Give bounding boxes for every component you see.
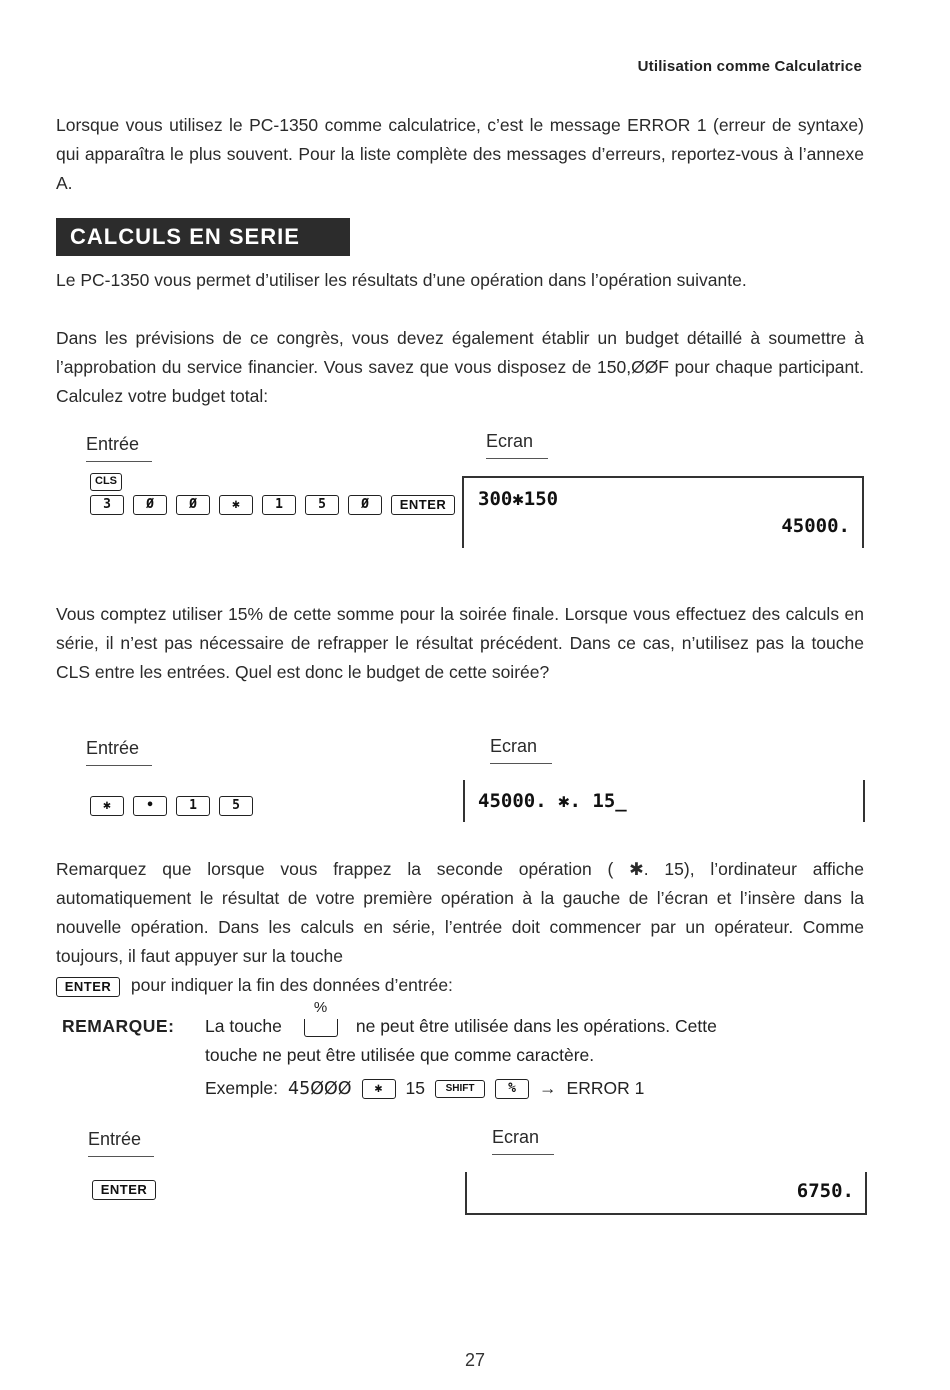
paragraph-1: Le PC-1350 vous permet d’utiliser les résultats d’une opération dans l’opération suivante. (56, 270, 747, 290)
multiply-key: ✱ (362, 1079, 396, 1099)
paragraph-2: Dans les prévisions de ce congrès, vous devez également établir un budget détaillé à soumettre à l’approbation du service financier. Vous savez que vous disposez de 150,ØØF pour chaque participant. Calculez votre budget total: (56, 328, 864, 406)
screen-heading: Ecran (486, 431, 548, 459)
percent-symbol: % (313, 999, 328, 1016)
remark-label: REMARQUE: (62, 1016, 175, 1036)
enter-key: ENTER (92, 1180, 156, 1200)
remark-text-2: ne peut être utilisée dans les opérations. Cette (355, 1016, 717, 1036)
paragraph-4-end: pour indiquer la fin des données d’entrée: (130, 975, 453, 995)
percent-key (304, 999, 338, 1037)
display-right-border (862, 476, 864, 548)
display-left-border (463, 780, 465, 822)
section-title: CALCULS EN SERIE (56, 218, 350, 256)
display-bottom-border (465, 1213, 867, 1215)
remark-text-1: La touche (205, 1016, 282, 1036)
intro-paragraph: Lorsque vous utilisez le PC-1350 comme calculatrice, c’est le message ERROR 1 (erreur de syntaxe) qui apparaîtra le plus souvent. Pour la liste complète des messages d’erreurs, reportez-vous à l’annexe A. (56, 115, 864, 193)
paragraph-4 (56, 855, 864, 1000)
paragraph-3: Vous comptez utiliser 15% de cette somme pour la soirée finale. Lorsque vous effectuez des calculs en série, il n’est pas nécessaire de refrapper le résultat précédent. Dans ce cas, n’utilisez pas la touche CLS entre les entrées. Quel est donc le budget de cette soirée? (56, 604, 864, 682)
keypad-key: 5 (305, 495, 339, 515)
remark-example-result: ERROR 1 (566, 1078, 645, 1098)
display-right-border (863, 780, 865, 822)
running-header: Utilisation comme Calculatrice (637, 58, 862, 75)
display-top-border (462, 476, 864, 478)
keypad-key: 5 (219, 796, 253, 816)
keypad-key: ✱ (219, 495, 253, 515)
remark-line-2: touche ne peut être utilisée que comme caractère. (205, 1045, 595, 1065)
display-line-2: 45000. (781, 515, 850, 537)
arrow-icon: → (539, 1078, 557, 1098)
enter-key: ENTER (56, 977, 120, 997)
display-line-1: 45000. ✱. 15_ (478, 790, 627, 812)
display-left-border (462, 476, 464, 548)
keypad-key: 1 (262, 495, 296, 515)
keypad-key: 3 (90, 495, 124, 515)
cls-key: CLS (90, 473, 122, 491)
enter-key: ENTER (391, 495, 455, 515)
page-number: 27 (464, 1350, 486, 1370)
example1-key-sequence (90, 495, 455, 515)
keypad-key: Ø (133, 495, 167, 515)
keypad-key: Ø (348, 495, 382, 515)
keypad-key: Ø (176, 495, 210, 515)
paragraph-4-text: Remarquez que lorsque vous frappez la seconde opération ( ✱. 15), l’ordinateur affiche automatiquement le résultat de votre première opération à la gauche de l’écran et l’insère dans la nouvelle opération. Dans les calculs en série, l’entrée doit commencer par un opérateur. Comme toujours, il faut appuyer sur la touche (56, 859, 864, 966)
entry-heading: Entrée (86, 434, 152, 462)
remark-example-number: 45ØØØ (287, 1078, 352, 1099)
remark-example-value: 15 (405, 1078, 426, 1098)
keypad-key: 1 (176, 796, 210, 816)
keypad-key: • (133, 796, 167, 816)
display-line-1: 300✱150 (478, 488, 559, 510)
entry-heading: Entrée (86, 738, 152, 766)
display-line-2: 6750. (796, 1180, 854, 1202)
remark-example-label: Exemple: (205, 1078, 278, 1098)
display-left-border (465, 1172, 467, 1214)
remark-line-1 (205, 999, 865, 1037)
display-right-border (865, 1172, 867, 1214)
example1-keys (90, 471, 455, 515)
remark-example (205, 1078, 644, 1099)
screen-heading: Ecran (492, 1127, 554, 1155)
screen-heading: Ecran (490, 736, 552, 764)
example2-key-sequence (90, 796, 253, 816)
keypad-key: ✱ (90, 796, 124, 816)
example3-keys (92, 1180, 156, 1200)
entry-heading: Entrée (88, 1129, 154, 1157)
shift-key: SHIFT (435, 1080, 485, 1098)
percent-key: % (495, 1079, 529, 1099)
